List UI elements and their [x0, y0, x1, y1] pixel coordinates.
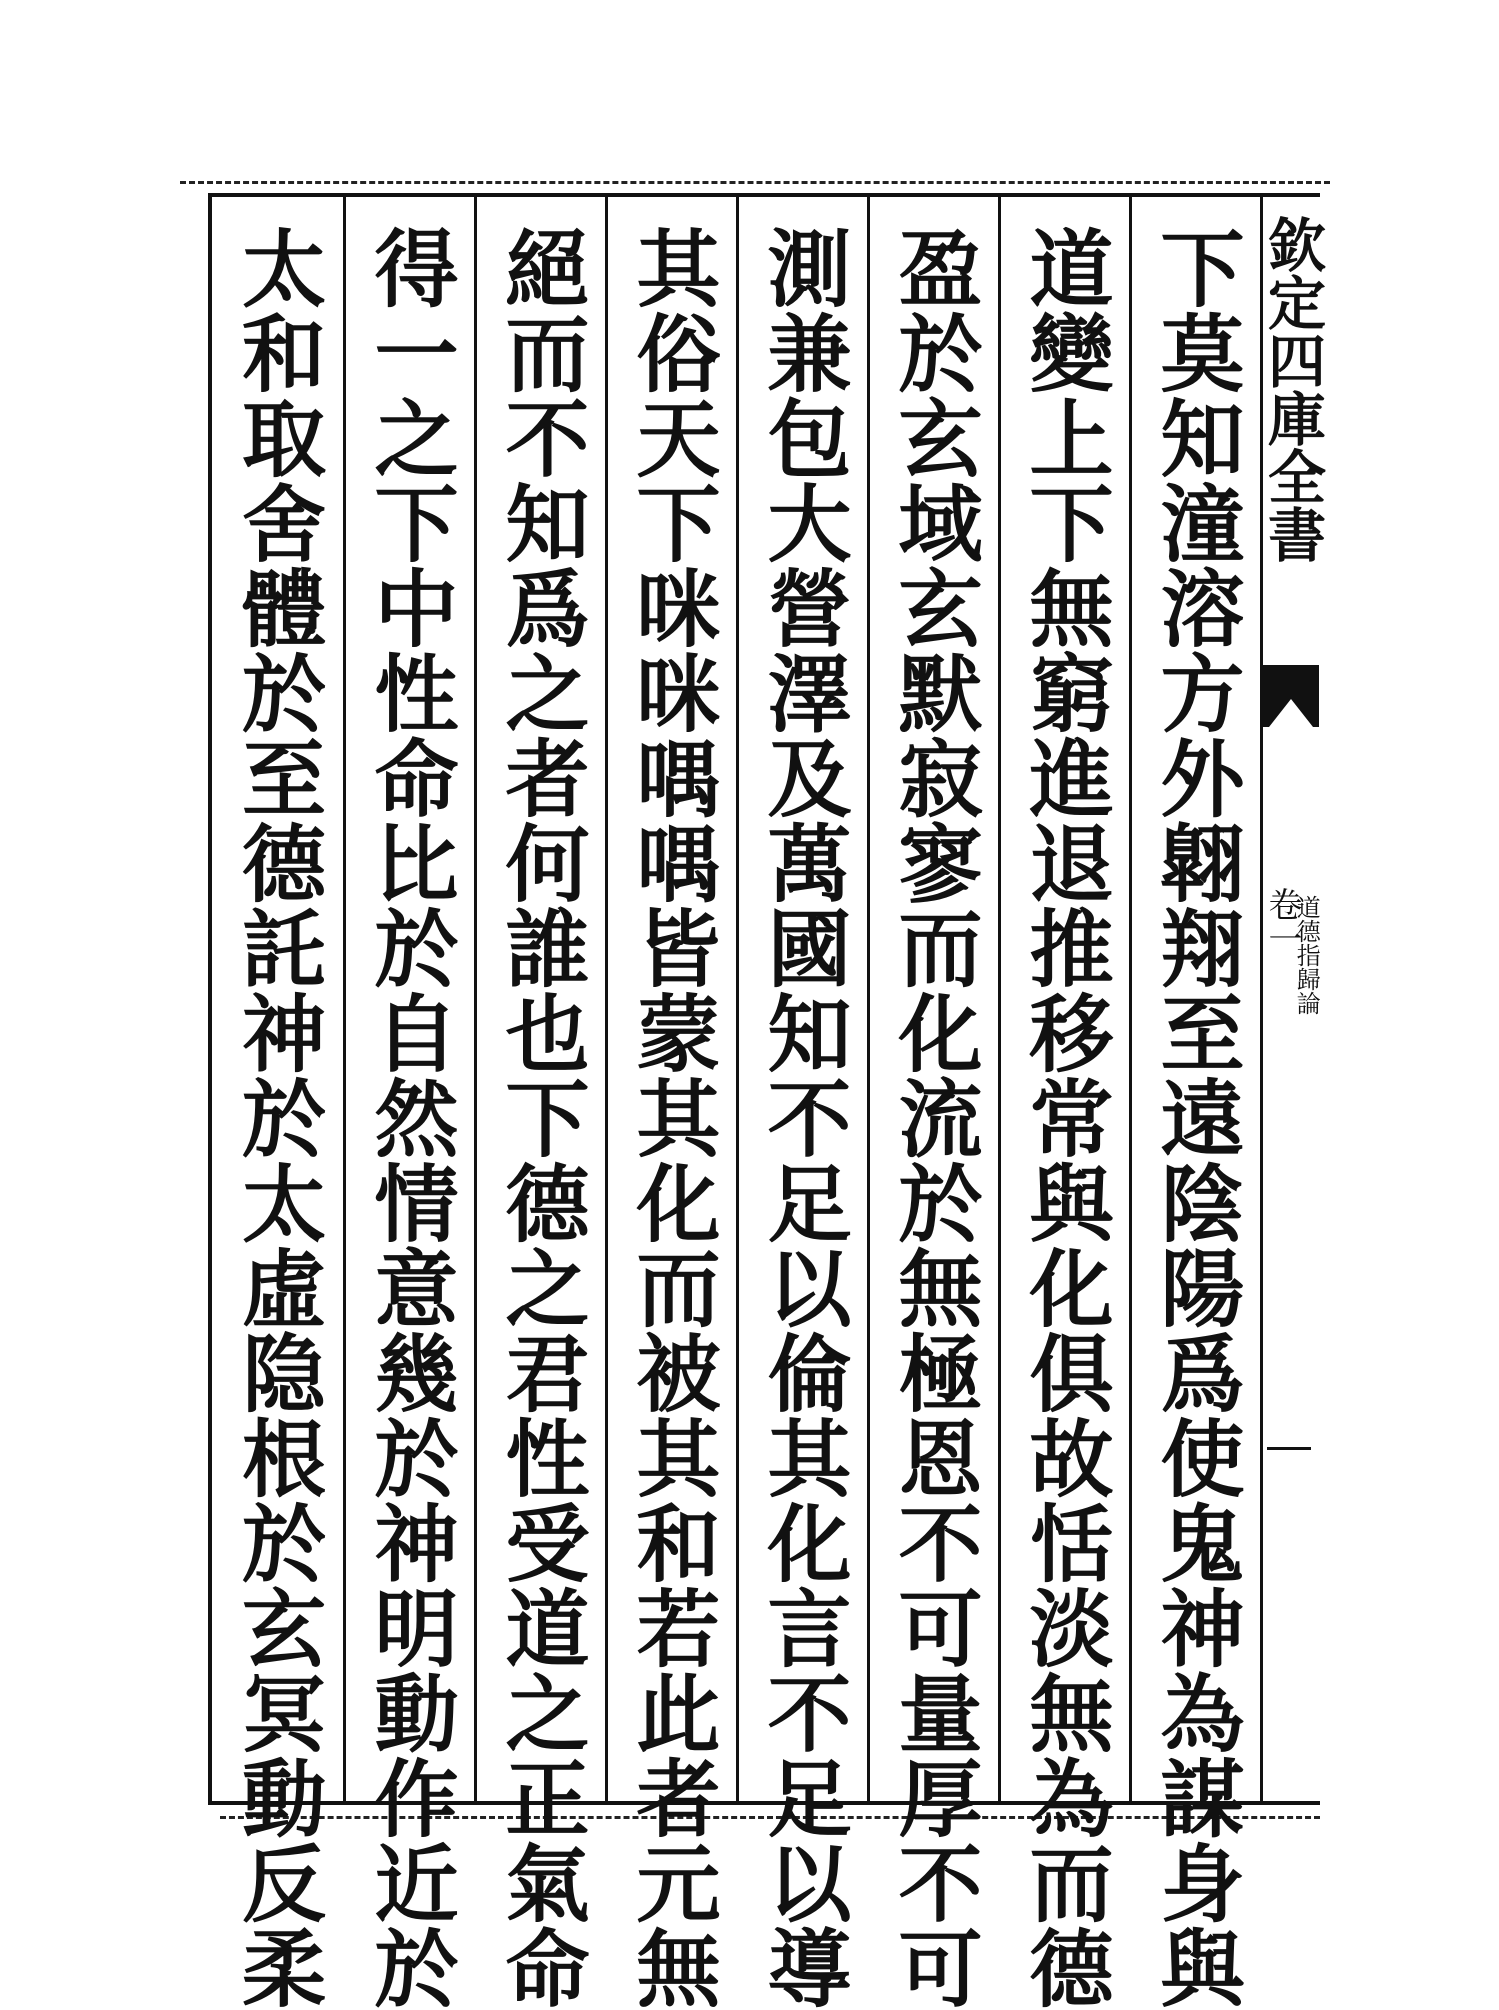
text-column-1 — [1129, 197, 1260, 2010]
text-column-3 — [867, 197, 998, 2010]
column-text: 道變上下無窮進退推移常與化俱故恬淡無為而德 — [1016, 225, 1115, 2010]
text-column-6 — [474, 197, 605, 2010]
fishtail-icon — [1263, 665, 1319, 727]
text-column-7 — [343, 197, 474, 2010]
text-column-4 — [736, 197, 867, 2010]
text-columns — [212, 197, 1260, 2010]
banxin-book-title: 道德指歸論 — [1292, 895, 1321, 1015]
text-column-2 — [998, 197, 1129, 2010]
text-column-8 — [212, 197, 343, 2010]
top-rule — [180, 181, 1330, 184]
column-text: 太和取舍體於至德託神於太虛隐根於玄冥動反柔 — [228, 225, 328, 2010]
column-text: 其俗天下咪咪喁喁皆蒙其化而被其和若此者元無 — [623, 225, 722, 2010]
text-column-5 — [605, 197, 736, 2010]
column-text: 下莫知潼溶方外翺翔至遠陰陽爲使鬼神為謀身與 — [1147, 225, 1246, 2010]
column-text: 得一之下中性命比於自然情意幾於神明動作近於 — [361, 225, 460, 2010]
banxin-page-mark — [1267, 1447, 1311, 1450]
column-text: 絕而不知爲之者何誰也下德之君性受道之正氣命 — [492, 225, 591, 2010]
banxin-volume: 卷一 — [1262, 887, 1302, 955]
banxin-center-strip — [1258, 197, 1326, 1801]
column-text: 測兼包大營澤及萬國知不足以倫其化言不足以導 — [754, 225, 853, 2010]
banxin-title: 欽定四庫全書 — [1258, 215, 1326, 563]
fishtail-notch — [1269, 699, 1313, 727]
column-text: 盈於玄域玄默寂寥而化流於無極恩不可量厚不可 — [885, 225, 984, 2010]
